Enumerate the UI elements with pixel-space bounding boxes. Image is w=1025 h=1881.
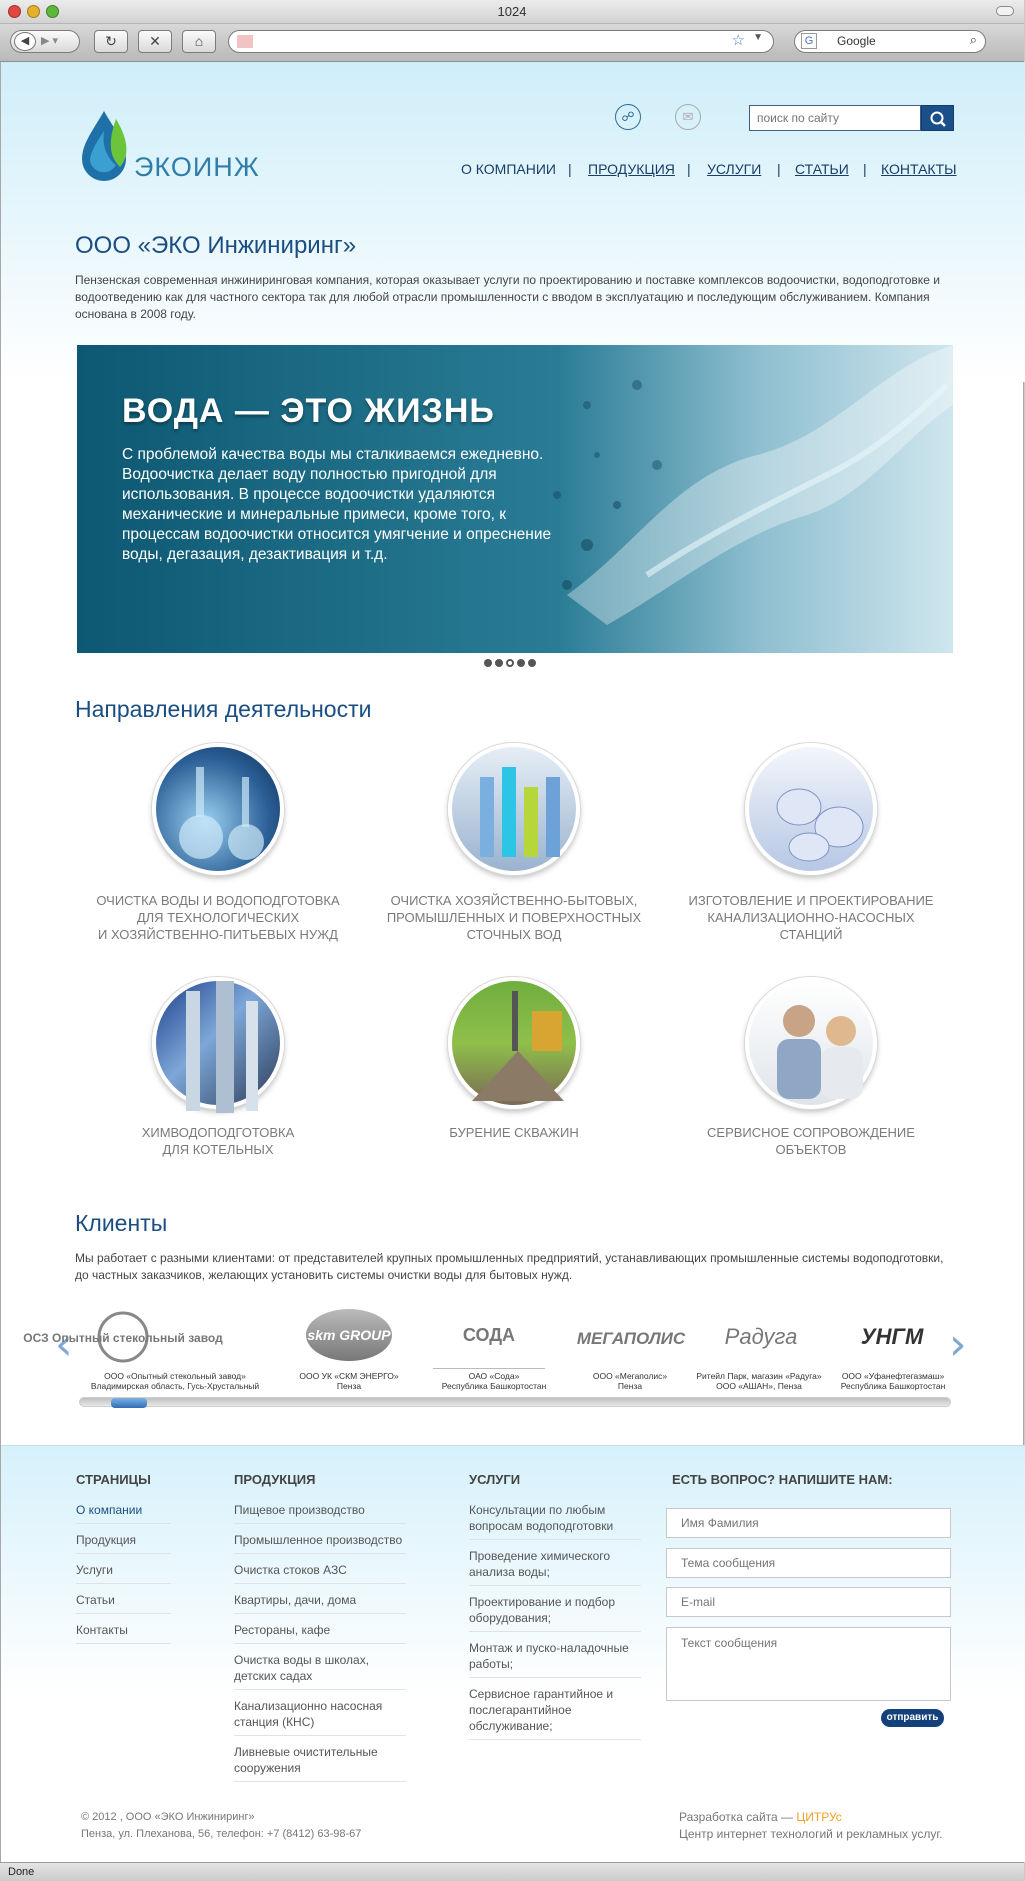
nav-item-articles[interactable]: СТАТЬИ <box>795 161 849 177</box>
message-field[interactable] <box>666 1627 951 1701</box>
direction-label[interactable]: ОЧИСТКА ВОДЫ И ВОДОПОДГОТОВКА ДЛЯ ТЕХНОЛОГИЧЕСКИХ И ХОЗЯЙСТВЕННО-ПИТЬЕВЫХ НУЖД <box>96 893 340 942</box>
webpage <box>0 62 1024 1862</box>
direction-label[interactable]: ХИМВОДОПОДГОТОВКА ДЛЯ КОТЕЛЬНЫХ <box>141 1125 295 1157</box>
client-logo-osz[interactable] <box>23 1309 253 1369</box>
slider-dot[interactable] <box>495 659 503 667</box>
client-caption: ООО «Опытный стекольный завод» Владимирская область, Гусь-Хрустальный <box>90 1371 260 1391</box>
client-logo-skm[interactable]: skm GROUP <box>306 1309 392 1369</box>
direction-label[interactable]: СЕРВИСНОЕ СОПРОВОЖДЕНИЕ ОБЪЕКТОВ <box>707 1125 915 1157</box>
browser-toolbar <box>0 24 1024 62</box>
browser-search-bar[interactable] <box>794 30 986 53</box>
direction-label[interactable]: ОЧИСТКА ХОЗЯЙСТВЕННО-БЫТОВЫХ, ПРОМЫШЛЕННЫХ И ПОВЕРХНОСТНЫХ СТОЧНЫХ ВОД <box>386 893 642 942</box>
direction-image-service[interactable] <box>745 977 877 1109</box>
footer-link[interactable]: Консультации по любым вопросам водоподготовки <box>469 1502 641 1540</box>
direction-image-water-treatment[interactable] <box>152 743 284 875</box>
direction-label[interactable]: ИЗГОТОВЛЕНИЕ И ПРОЕКТИРОВАНИЕ КАНАЛИЗАЦИОННО-НАСОСНЫХ СТАНЦИЙ <box>688 893 934 942</box>
site-favicon <box>237 35 253 48</box>
browser-search-input: Google <box>837 34 876 48</box>
slider-dot-active[interactable] <box>506 659 514 667</box>
main-nav <box>461 161 955 181</box>
email-field[interactable] <box>666 1587 951 1617</box>
nav-item-products[interactable]: ПРОДУКЦИЯ <box>588 161 675 177</box>
hero-banner[interactable] <box>77 345 953 653</box>
back-forward-buttons <box>10 30 80 53</box>
direction-label[interactable]: БУРЕНИЕ СКВАЖИН <box>449 1125 579 1140</box>
company-intro: Пензенская современная инжиниринговая компания, которая оказывает услуги по проектированию и поставке комплексов водоочистки, водоподготовке и водоотведению как для частного сектора так для любой отрасли промышленности с вводом в эксплуатацию и последующим обслуживанием. Компания основана в 2008 году. <box>75 273 940 321</box>
address-line: Пенза, ул. Плеханова, 56, телефон: +7 (8412) 63-98-67 <box>81 1828 362 1840</box>
clients-next-icon[interactable]: › <box>949 1319 967 1370</box>
stop-button[interactable] <box>138 30 172 53</box>
stop-icon: ✕ <box>149 33 161 49</box>
water-splash-image <box>527 345 953 653</box>
sitemap-icon[interactable]: ☍ <box>615 104 641 130</box>
slider-dot[interactable] <box>517 659 525 667</box>
nav-separator: | <box>568 161 572 177</box>
client-logo-ungm[interactable]: УНГМ <box>860 1324 924 1349</box>
banner-text: С проблемой качества воды мы сталкиваемся ежедневно. Водоочистка делает воду полностью пригодной для использования. В процессе водоочистки удаляются механические и минеральные примеси, кроме того, к процессам водоочистки относится умягчение и опреснение воды, дегазация, дезактивация и т.д. <box>122 446 552 563</box>
footer-link[interactable]: Контакты <box>76 1622 171 1644</box>
nav-separator: | <box>777 161 781 177</box>
people-icon <box>749 981 881 1113</box>
slider-dot[interactable] <box>484 659 492 667</box>
banner-title: ВОДА — ЭТО ЖИЗНЬ <box>122 392 495 430</box>
slider-dot[interactable] <box>528 659 536 667</box>
footer-link[interactable]: Продукция <box>76 1532 171 1554</box>
search-icon <box>922 106 955 132</box>
directions-title: Направления деятельности <box>75 696 372 722</box>
window-title: 1024 <box>497 4 527 19</box>
client-logo-raduga[interactable]: Радуга <box>724 1324 798 1349</box>
clients-scroll-thumb[interactable] <box>111 1398 147 1408</box>
clients-prev-icon[interactable]: ‹ <box>55 1319 73 1370</box>
pipes-icon <box>156 981 288 1113</box>
logo-drop-icon[interactable] <box>76 109 134 185</box>
toolbar-toggle-icon[interactable] <box>996 6 1014 16</box>
footer-link[interactable]: Услуги <box>76 1562 171 1584</box>
home-button[interactable] <box>182 30 216 53</box>
footer-link[interactable]: Квартиры, дачи, дома <box>234 1592 406 1614</box>
client-caption: ООО УК «СКМ ЭНЕРГО» Пенза <box>299 1371 399 1391</box>
bookmark-star-icon[interactable]: ☆ <box>731 32 745 49</box>
test-tubes-icon <box>452 747 584 879</box>
window-titlebar <box>0 0 1024 24</box>
footer-link[interactable]: Промышленное производство <box>234 1532 406 1554</box>
footer-link[interactable]: Проведение химического анализа воды; <box>469 1548 641 1586</box>
magnifier-icon[interactable]: ⌕ <box>969 32 977 47</box>
mail-icon[interactable]: ✉ <box>675 104 701 130</box>
nav-item-about[interactable]: О КОМПАНИИ <box>461 161 556 177</box>
reload-button[interactable] <box>94 30 128 53</box>
nav-item-contacts[interactable]: КОНТАКТЫ <box>881 161 957 177</box>
direction-image-boiler[interactable] <box>152 977 284 1109</box>
developer-link[interactable]: ЦИТРУс <box>796 1810 842 1824</box>
footer-link[interactable]: Сервисное гарантийное и послегарантийное обслуживание; <box>469 1686 641 1740</box>
direction-image-drilling[interactable] <box>448 977 580 1109</box>
back-icon[interactable]: ◀ <box>14 32 36 51</box>
address-bar[interactable] <box>228 30 774 53</box>
developer-credit <box>679 1809 943 1843</box>
client-caption: ООО «Уфанефтегазмаш» Республика Башкортостан <box>840 1371 946 1391</box>
footer-services-title: УСЛУГИ <box>469 1472 521 1487</box>
nav-separator: | <box>687 161 691 177</box>
direction-image-wastewater[interactable] <box>448 743 580 875</box>
forward-icon[interactable]: ▶ ▾ <box>41 35 59 47</box>
clients-intro: Мы работает с разными клиентами: от представителей крупных промышленных предприятий, устанавливающих промышленные системы водоподготовки, до частных заказчиков, желающих установить системы очистки воды для бытовых нужд. <box>75 1251 944 1282</box>
search-input[interactable] <box>749 105 921 131</box>
home-icon: ⌂ <box>194 33 204 49</box>
svg-text:ОСЗ Опытный стекольный завод: ОСЗ Опытный стекольный завод <box>23 1331 223 1345</box>
flask-icon <box>156 747 288 879</box>
footer-link[interactable]: О компании <box>76 1502 171 1524</box>
logo-text[interactable]: ЭКОИНЖ <box>134 152 260 182</box>
client-caption: Ритейл Парк, магазин «Радуга» ООО «АШАН», Пенза <box>696 1371 822 1391</box>
client-logo-megapolis[interactable]: МЕГАПОЛИС <box>576 1329 686 1348</box>
footer-pages-title: СТРАНИЦЫ <box>76 1472 151 1487</box>
copyright <box>81 1809 361 1843</box>
client-caption: ООО «Мегаполис» Пенза <box>592 1371 668 1391</box>
google-icon: G <box>801 33 817 49</box>
copyright-line: © 2012 , ООО «ЭКО Инжиниринг» <box>81 1811 255 1823</box>
status-bar: Done <box>0 1862 1024 1881</box>
developer-tagline: Центр интернет технологий и рекламных услуг. <box>679 1827 943 1841</box>
footer-link[interactable]: Проектирование и подбор оборудования; <box>469 1594 641 1632</box>
blueprint-rolls-icon <box>749 747 881 879</box>
clients-scrollbar[interactable] <box>79 1397 951 1407</box>
reload-icon: ↻ <box>105 33 117 49</box>
subject-field[interactable] <box>666 1548 951 1578</box>
nav-item-services[interactable]: УСЛУГИ <box>707 161 762 177</box>
footer-products-title: ПРОДУКЦИЯ <box>234 1472 316 1487</box>
page-title: ООО «ЭКО Инжиниринг» <box>75 232 357 259</box>
footer-link[interactable]: Ливневые очистительные сооружения <box>234 1744 406 1782</box>
send-button[interactable]: отправить <box>881 1709 944 1727</box>
nav-separator: | <box>863 161 867 177</box>
client-logo-soda[interactable]: СОДА <box>433 1309 545 1369</box>
clients-title: Клиенты <box>75 1210 168 1236</box>
footer-link[interactable]: Монтаж и пуско-наладочные работы; <box>469 1640 641 1678</box>
footer-link[interactable]: Пищевое производство <box>234 1502 406 1524</box>
developer-prefix: Разработка сайта — <box>679 1810 797 1824</box>
client-caption: ОАО «Сода» Республика Башкортостан <box>441 1371 547 1391</box>
footer-link[interactable]: Канализационно насосная станция (КНС) <box>234 1698 406 1736</box>
search-button[interactable] <box>921 105 954 131</box>
footer-link[interactable]: Рестораны, кафе <box>234 1622 406 1644</box>
url-history-icon[interactable]: ▼ <box>753 32 763 43</box>
name-field[interactable] <box>666 1508 951 1538</box>
slider-dots <box>484 659 544 669</box>
footer-link[interactable]: Очистка стоков АЗС <box>234 1562 406 1584</box>
contact-form-title: ЕСТЬ ВОПРОС? НАПИШИТЕ НАМ: <box>672 1472 893 1487</box>
drilling-rig-icon <box>452 981 584 1113</box>
footer-link[interactable]: Очистка воды в школах, детских садах <box>234 1652 406 1690</box>
footer-link[interactable]: Статьи <box>76 1592 171 1614</box>
direction-image-pump-stations[interactable] <box>745 743 877 875</box>
